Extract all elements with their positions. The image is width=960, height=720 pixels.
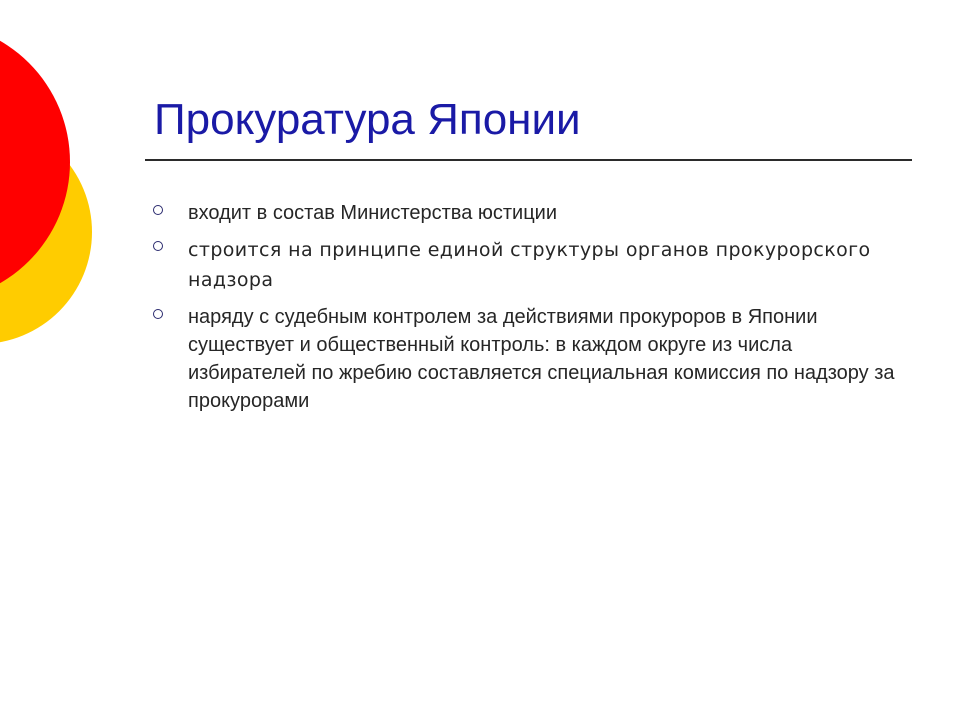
decorative-circles (0, 0, 140, 420)
slide-title: Прокуратура Японии (154, 95, 581, 144)
bullet-text: наряду с судебным контролем за действиями прокуроров в Японии существует и общественный контроль: в каждом округе из числа избирателей по жребию составляется специальная комиссия по надзору за прокурорами (188, 306, 895, 412)
bullet-text: входит в состав Министерства юстиции (188, 202, 558, 224)
bullet-item (150, 199, 910, 227)
title-divider (145, 159, 912, 161)
bullet-list (150, 199, 910, 423)
hollow-circle-bullet-icon (153, 309, 163, 319)
bullet-item (150, 303, 910, 415)
bullet-item (150, 235, 910, 295)
hollow-circle-bullet-icon (153, 205, 163, 215)
bullet-text: строится на принципе единой структуры органов прокурорского надзора (188, 239, 871, 291)
hollow-circle-bullet-icon (153, 241, 163, 251)
